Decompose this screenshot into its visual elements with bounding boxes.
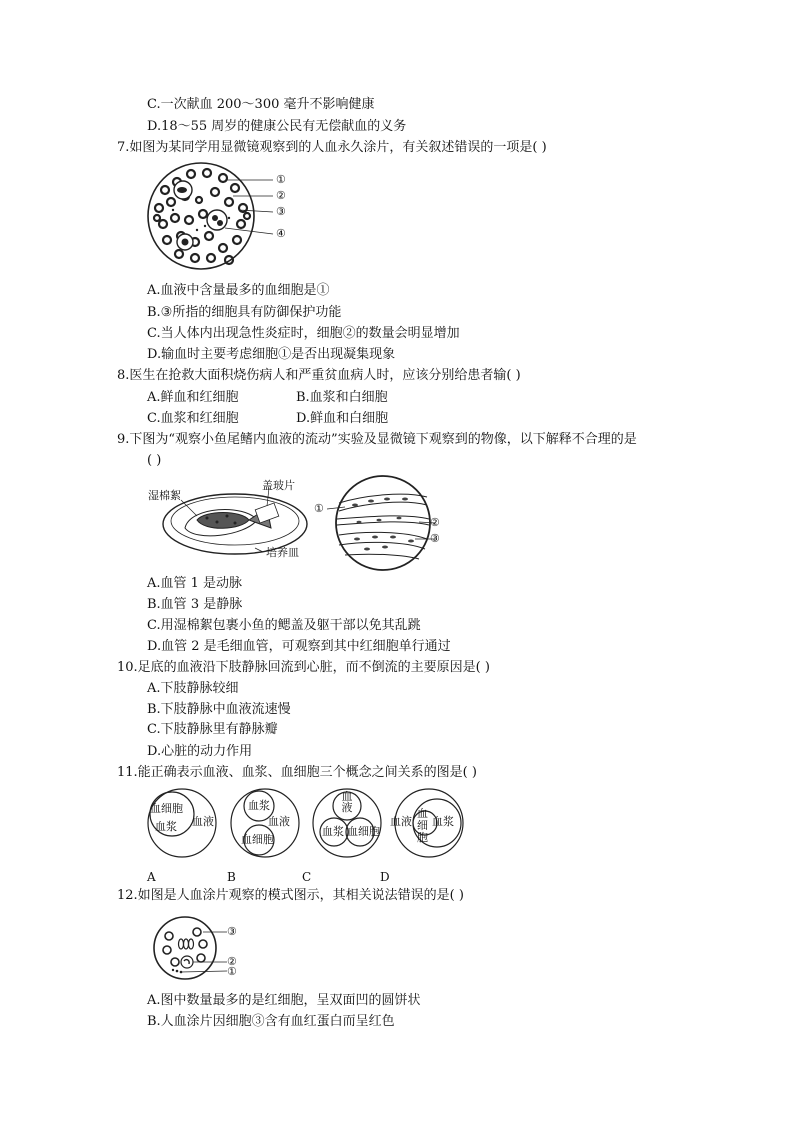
q7-marker-2: ② xyxy=(276,189,286,202)
q8-option-d: D.鲜血和白细胞 xyxy=(296,411,389,426)
q11-a-blood: 血液 xyxy=(192,815,214,828)
q9-option-b: B.血管 3 是静脉 xyxy=(147,597,243,612)
q12-option-a: A.图中数量最多的是红细胞，呈双面凹的圆饼状 xyxy=(147,993,421,1008)
q12-marker-1: ① xyxy=(227,965,237,978)
q9-option-c: C.用湿棉絮包裹小鱼的鳃盖及躯干部以免其乱跳 xyxy=(147,618,421,633)
q8-stem: 8.医生在抢救大面积烧伤病人和严重贫血病人时，应该分别给患者输( ) xyxy=(117,368,521,383)
q11-a-cells: 血细胞 xyxy=(150,802,183,815)
q11-d-blood: 血液 xyxy=(390,815,412,828)
q9-marker-3: ③ xyxy=(430,532,440,545)
q8-option-a: A.鲜血和红细胞 xyxy=(147,390,239,405)
q10-option-a: A.下肢静脉较细 xyxy=(147,681,239,696)
q12-marker-2: ② xyxy=(227,955,237,968)
q6-option-c: C.一次献血 200～300 毫升不影响健康 xyxy=(147,97,375,112)
q10-option-d: D.心脏的动力作用 xyxy=(147,744,253,759)
q9-marker-1: ① xyxy=(314,502,324,515)
q11-c-blood: 血液 xyxy=(341,790,353,814)
q11-letter-b: B xyxy=(227,870,236,884)
q11-letter-d: D xyxy=(380,870,390,884)
q11-b-blood: 血液 xyxy=(268,815,290,828)
q11-b-plasma: 血浆 xyxy=(248,799,270,812)
q11-b-cells: 血细胞 xyxy=(241,833,274,846)
q11-d-plasma: 血浆 xyxy=(432,815,454,828)
q9-option-a: A.血管 1 是动脉 xyxy=(147,576,243,591)
q7-marker-4: ④ xyxy=(276,227,286,240)
q11-letter-c: C xyxy=(302,870,312,884)
q11-d-cells: 血细胞 xyxy=(417,807,428,844)
q10-option-b: B.下肢静脉中血液流速慢 xyxy=(147,702,291,717)
q10-option-c: C.下肢静脉里有静脉瓣 xyxy=(147,722,278,737)
q11-c-plasma: 血浆 xyxy=(322,825,344,838)
q7-marker-3: ③ xyxy=(276,205,286,218)
q7-option-b: B.③所指的细胞具有防御保护功能 xyxy=(147,305,342,320)
q8-option-c: C.血浆和红细胞 xyxy=(147,411,239,426)
q9-label-coverslip: 盖玻片 xyxy=(262,479,295,492)
q7-option-a: A.血液中含量最多的血细胞是① xyxy=(147,283,330,298)
q11-stem: 11.能正确表示血液、血浆、血细胞三个概念之间关系的图是( ) xyxy=(117,765,477,780)
q9-label-cotton: 湿棉絮 xyxy=(148,489,181,502)
q9-stem: 9.下图为“观察小鱼尾鳍内血液的流动”实验及显微镜下观察到的物像，以下解释不合理的是 xyxy=(117,432,637,447)
q7-stem: 7.如图为某同学用显微镜观察到的人血永久涂片，有关叙述错误的一项是( ) xyxy=(117,140,547,155)
q11-a-plasma: 血浆 xyxy=(155,820,177,833)
q11-letter-a: A xyxy=(147,870,156,884)
q7-marker-1: ① xyxy=(276,173,286,186)
q11-c-cells: 血细胞 xyxy=(347,825,380,838)
q7-option-d: D.输血时主要考虑细胞①是否出现凝集现象 xyxy=(147,347,396,362)
q9-option-d: D.血管 2 是毛细血管，可观察到其中红细胞单行通过 xyxy=(147,639,451,654)
q6-option-d: D.18～55 周岁的健康公民有无偿献血的义务 xyxy=(147,119,407,134)
q7-option-c: C.当人体内出现急性炎症时，细胞②的数量会明显增加 xyxy=(147,326,460,341)
q12-option-b: B.人血涂片因细胞③含有血红蛋白而呈红色 xyxy=(147,1014,395,1029)
q8-option-b: B.血浆和白细胞 xyxy=(296,390,388,405)
q9-stem-cont: ( ) xyxy=(147,453,162,468)
q9-label-dish: 培养皿 xyxy=(266,546,299,559)
q9-marker-2: ② xyxy=(430,516,440,529)
q10-stem: 10.足底的血液沿下肢静脉回流到心脏，而不倒流的主要原因是( ) xyxy=(117,660,490,675)
q12-stem: 12.如图是人血涂片观察的模式图示，其相关说法错误的是( ) xyxy=(117,888,464,903)
q12-marker-3: ③ xyxy=(227,925,237,938)
